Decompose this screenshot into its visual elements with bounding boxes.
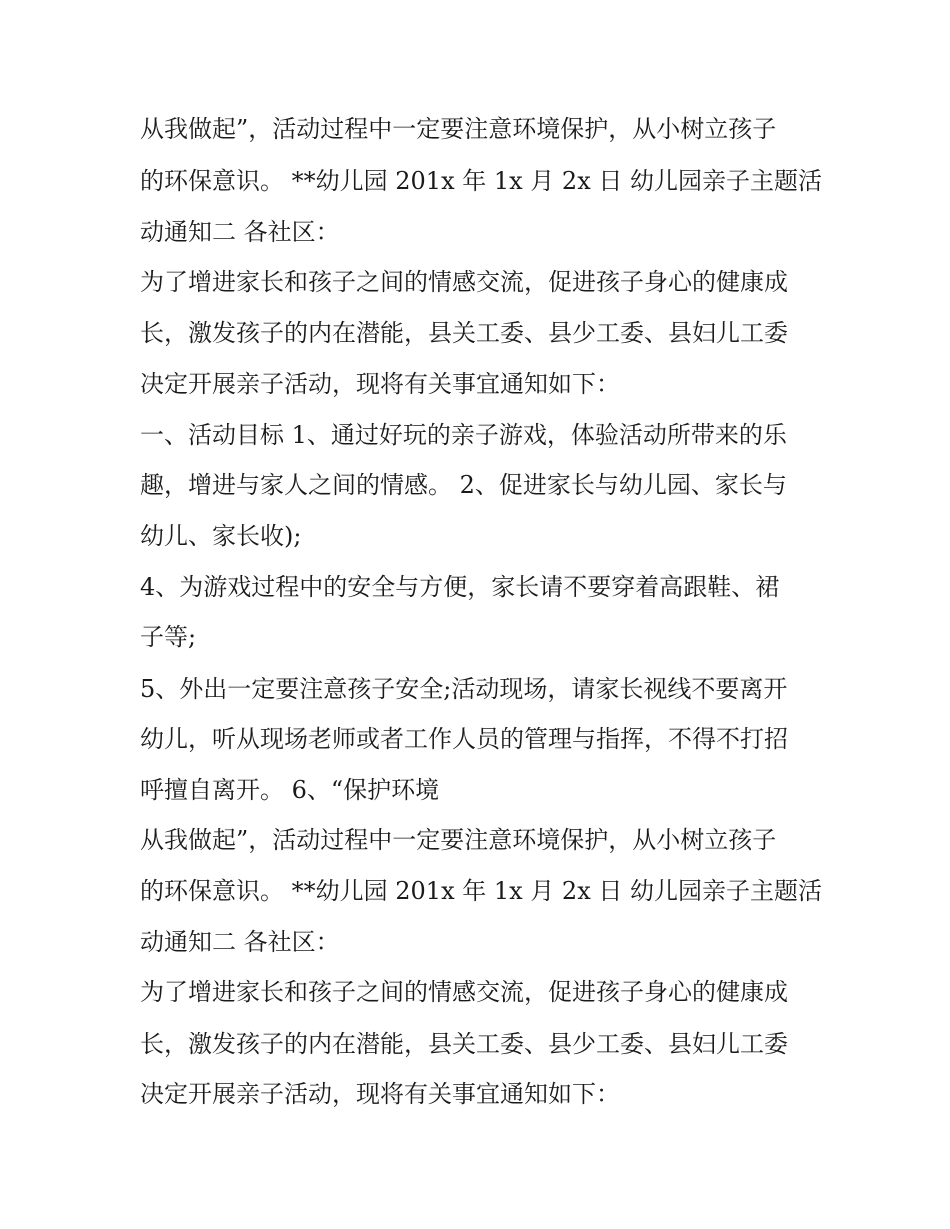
text-line: 4、为游戏过程中的安全与方便，家长请不要穿着高跟鞋、裙 [140, 573, 780, 601]
text-line: 幼儿，听从现场老师或者工作人员的管理与指挥，不得不打招 [140, 725, 788, 753]
text-line: 幼儿、家长收); [140, 522, 302, 550]
text-line: 的环保意识。 **幼儿园 201x 年 1x 月 2x 日 幼儿园亲子主题活 [140, 167, 822, 195]
text-line: 5、外出一定要注意孩子安全;活动现场，请家长视线不要离开 [140, 675, 788, 703]
text-line: 一、活动目标 1、通过好玩的亲子游戏，体验活动所带来的乐 [140, 421, 787, 449]
text-line: 趣，增进与家人之间的情感。 2、促进家长与幼儿园、家长与 [140, 471, 787, 499]
text-line: 从我做起”，活动过程中一定要注意环境保护，从小树立孩子 [140, 826, 777, 854]
text-line: 长，激发孩子的内在潜能，县关工委、县少工委、县妇儿工委 [140, 319, 788, 347]
text-line: 为了增进家长和孩子之间的情感交流，促进孩子身心的健康成 [140, 978, 788, 1006]
text-line: 从我做起”，活动过程中一定要注意环境保护，从小树立孩子 [140, 115, 777, 143]
text-line: 呼擅自离开。 6、“保护环境 [140, 776, 440, 804]
text-line: 决定开展亲子活动，现将有关事宜通知如下： [140, 1080, 620, 1108]
text-line: 长，激发孩子的内在潜能，县关工委、县少工委、县妇儿工委 [140, 1030, 788, 1058]
text-line: 子等; [140, 623, 197, 651]
text-line: 动通知二 各社区： [140, 218, 340, 246]
text-line: 决定开展亲子活动，现将有关事宜通知如下： [140, 370, 620, 398]
text-line: 动通知二 各社区： [140, 928, 340, 956]
text-line: 为了增进家长和孩子之间的情感交流，促进孩子身心的健康成 [140, 268, 788, 296]
text-line: 的环保意识。 **幼儿园 201x 年 1x 月 2x 日 幼儿园亲子主题活 [140, 877, 822, 905]
